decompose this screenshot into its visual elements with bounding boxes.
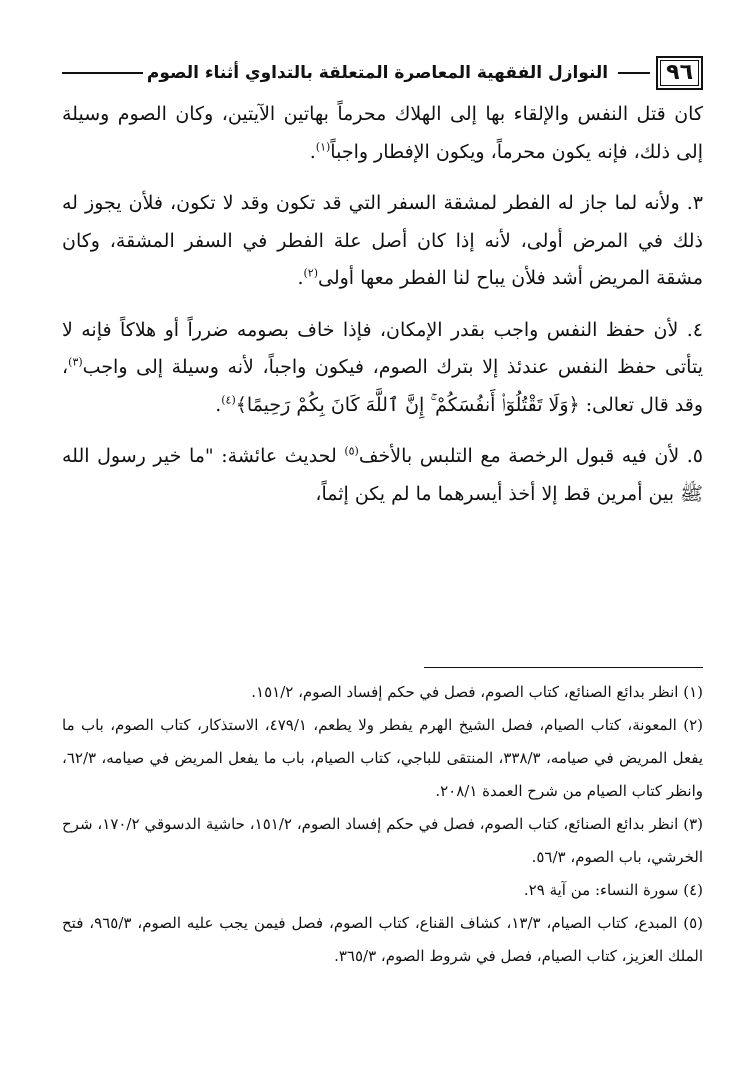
- footnote-ref: (٥): [344, 444, 359, 458]
- footnote-3: (٣) انظر بدائع الصنائع، كتاب الصوم، فصل في حكم إفساد الصوم، ١٥١/٢، حاشية الدسوقي ١٧٠/٢، شرح الخرشي، باب الصوم، ٥٦/٣.: [62, 815, 703, 866]
- running-header: [58, 55, 703, 91]
- footnote-5: (٥) المبدع، كتاب الصيام، ١٣/٣، كشاف القناع، كتاب الصوم، فصل فيمن يجب عليه الصوم، ٩٦٥/٣، فتح الملك العزيز، كتاب الصيام، فصل في شروط الصوم، ٣٦٥/٣.: [62, 914, 703, 965]
- footnote-2: (٢) المعونة، كتاب الصيام، فصل الشيخ الهرم يفطر ولا يطعم، ٤٧٩/١، الاستذكار، كتاب الصوم، باب ما يفعل المريض في صيامه، ٣٣٨/٣، المنتقى للباجي، كتاب الصيام، باب ما يفعل المريض في صيامه، ٦٢/٣، وانظر كتاب الصيام من شرح العمدة ٢٠٨/١.: [62, 716, 704, 800]
- footnote-separator: [424, 667, 703, 668]
- main-text: [62, 96, 703, 527]
- footnote-4: (٤) سورة النساء: من آية ٢٩.: [523, 881, 703, 899]
- footnote-ref: (٢): [303, 266, 318, 280]
- paragraph-point-4: ٤. لأن حفظ النفس واجب بقدر الإمكان، فإذا خاف بصومه ضرراً أو هلاكاً فإنه لا يتأتى حفظ النفس عندئذ إلا بترك الصوم، فيكون واجباً، لأنه وسيلة إلى واجب$^{(٣)}$، وقد قال تعالى: ﴿وَلَا تَقْتُلُوٓا۟ أَنفُسَكُمْ ۚ إِنَّ ٱللَّهَ كَانَ بِكُمْ رَحِيمًا﴾$^{(٤)}$.: [62, 318, 703, 416]
- footnote-ref: (٤): [221, 393, 236, 407]
- header-rule-long: [62, 72, 143, 74]
- footnote-ref: (٣): [68, 355, 83, 369]
- footnote-ref: (١): [315, 140, 331, 154]
- paragraph-point-5: ٥. لأن فيه قبول الرخصة مع التلبس بالأخف$^{(٥)}$ لحديث عائشة: "ما خير رسول الله ﷺ بين أمرين قط إلا أخذ أيسرهما ما لم يكن إثماً،: [62, 444, 703, 505]
- paragraph-point-3: ٣. ولأنه لما جاز له الفطر لمشقة السفر التي قد تكون وقد لا تكون، فلأن يجوز له ذلك في المرض أولى، لأنه إذا كان أصل علة الفطر في السفر المشقة، وكان مشقة المريض أشد فلأن يباح لنا الفطر معها أولى$^{(٢)}$.: [62, 192, 703, 289]
- header-rule-short: [618, 72, 650, 74]
- page-number: ٩٦: [656, 56, 703, 90]
- paragraph-continuation: كان قتل النفس والإلقاء بها إلى الهلاك محرماً بهاتين الآيتين، وكان الصوم وسيلة إلى ذلك، فإنه يكون محرماً، ويكون الإفطار واجباً$^{(١)}$.: [62, 103, 703, 163]
- header-title: النوازل الفقهية المعاصرة المتعلقة بالتداوي أثناء الصوم: [146, 63, 609, 83]
- footnotes: [62, 676, 703, 973]
- footnote-1: (١) انظر بدائع الصنائع، كتاب الصوم، فصل في حكم إفساد الصوم، ١٥١/٢.: [251, 683, 703, 701]
